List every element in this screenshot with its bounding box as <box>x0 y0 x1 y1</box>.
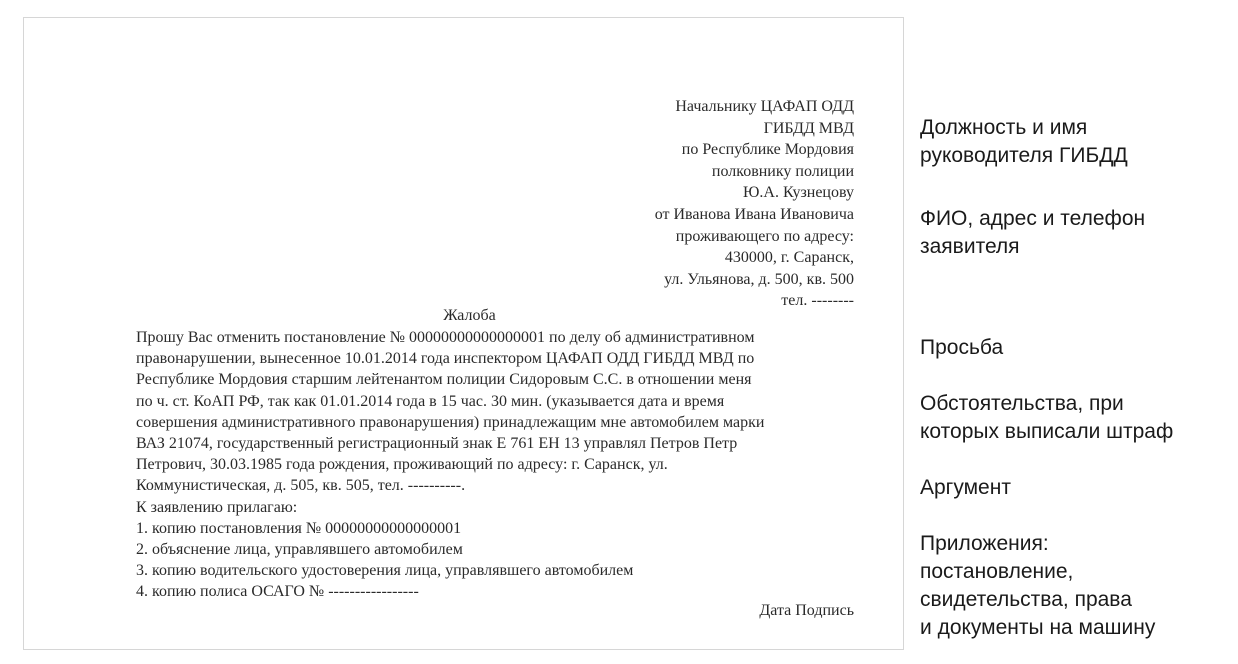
attachment-item: 4. копию полиса ОСАГО № ----------------- <box>136 583 419 601</box>
body-line: Коммунистическая, д. 505, кв. 505, тел. ----------. <box>136 477 466 495</box>
header-line: от Иванова Ивана Ивановича <box>654 205 854 223</box>
annotation-line: Должность и имя <box>920 116 1088 139</box>
annotation-line: Обстоятельства, при <box>920 392 1124 415</box>
annotation-line: руководителя ГИБДД <box>920 144 1128 167</box>
annotation-addressee <box>920 114 1230 170</box>
header-line: полковнику полиции <box>711 162 854 180</box>
date-signature: Дата Подпись <box>759 602 854 619</box>
body-line: Республике Мордовия старшим лейтенантом полиции Сидоровым С.С. в отношении меня <box>136 371 752 389</box>
annotation-line: заявителя <box>920 235 1020 258</box>
body-line: по ч. ст. КоАП РФ, так как 01.01.2014 года в 15 час. 30 мин. (указывается дата и время <box>136 392 725 410</box>
header-line: по Республике Мордовия <box>681 141 854 159</box>
body-line: совершения административного правонарушения) принадлежащим мне автомобилем марки <box>136 413 765 431</box>
header-line: 430000, г. Саранск, <box>724 249 854 267</box>
annotation-line: постановление, <box>920 560 1074 583</box>
annotation-attachments <box>920 530 1230 642</box>
annotation-line: Аргумент <box>920 476 1011 499</box>
header-line: ГИБДД МВД <box>763 119 854 137</box>
header-line: тел. -------- <box>781 292 854 310</box>
attachment-item: 3. копию водительского удостоверения лица, управлявшего автомобилем <box>136 562 634 580</box>
annotation-line: Приложения: <box>920 532 1049 555</box>
body-line: ВАЗ 21074, государственный регистрационный знак Е 761 ЕН 13 управлял Петров Петр <box>136 435 738 453</box>
body-line: Прошу Вас отменить постановление № 00000000000000001 по делу об административном <box>136 329 755 346</box>
annotation-applicant <box>920 205 1230 261</box>
annotation-circumstances <box>920 390 1230 446</box>
document-title: Жалоба <box>443 307 496 324</box>
annotation-argument <box>920 474 1230 502</box>
header-line: проживающего по адресу: <box>675 227 854 245</box>
attachment-item: 2. объяснение лица, управлявшего автомобилем <box>136 541 463 559</box>
header-line: Начальнику ЦАФАП ОДД <box>675 98 854 115</box>
attachments-heading: К заявлению прилагаю: <box>136 498 298 516</box>
complaint-document <box>23 17 904 650</box>
annotation-request <box>920 334 1230 362</box>
body-line: правонарушении, вынесенное 10.01.2014 года инспектором ЦАФАП ОДД ГИБДД МВД по <box>136 350 755 368</box>
addressee-block <box>655 96 854 312</box>
annotation-line: которых выписали штраф <box>920 420 1174 443</box>
annotation-line: ФИО, адрес и телефон <box>920 207 1146 230</box>
complaint-body <box>136 327 856 603</box>
annotation-line: и документы на машину <box>920 616 1156 639</box>
body-line: Петрович, 30.03.1985 года рождения, проживающий по адресу: г. Саранск, ул. <box>136 456 668 474</box>
header-line: ул. Ульянова, д. 500, кв. 500 <box>664 270 854 288</box>
annotations-column <box>920 0 1238 664</box>
annotation-line: свидетельства, права <box>920 588 1132 611</box>
header-line: Ю.А. Кузнецову <box>742 184 854 202</box>
annotation-line: Просьба <box>920 336 1004 359</box>
attachment-item: 1. копию постановления № 00000000000000001 <box>136 519 462 537</box>
